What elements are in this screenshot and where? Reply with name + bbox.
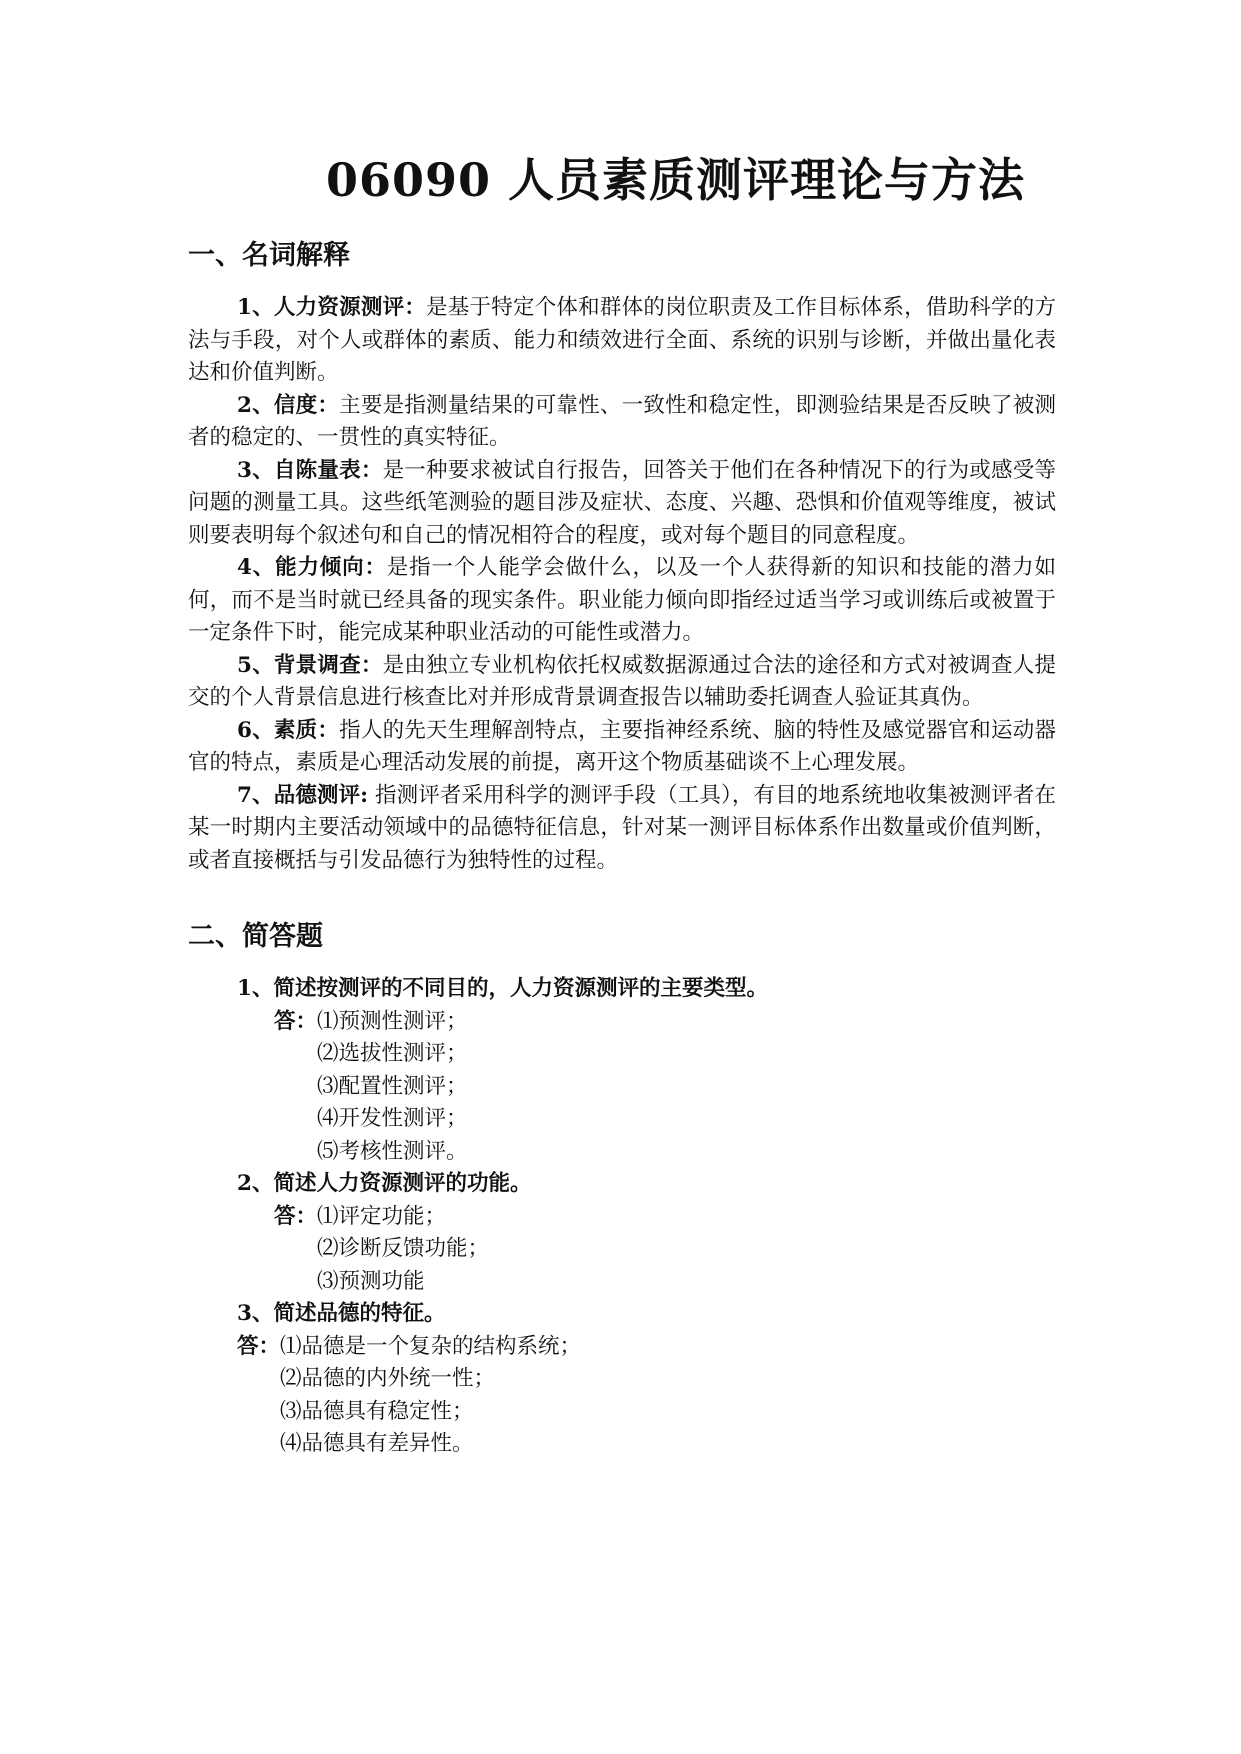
answer-label: 答： [237,1333,281,1359]
answer-item: ⑴评定功能； [317,1203,447,1229]
definition-term: 2、信度： [237,392,340,418]
answer-item: ⑵诊断反馈功能； [317,1236,490,1261]
definition-item [188,552,1056,650]
definition-text: 是指一个人能学会做什么，以及一个人获得新的知识和技能的潜力如何，而不是当时就已经具备的现实条件。职业能力倾向即指经过适当学习或训练后或被置于一定条件下时，能完成某种职业活动的可能性或潜力。 [188,555,1056,645]
answer-items [317,1006,468,1169]
definition-term: 5、背景调查： [237,652,383,678]
question-text: 3、简述品德的特征。 [237,1301,446,1326]
definition-item [188,715,1056,780]
answer-item: ⑷开发性测评； [317,1106,468,1131]
answer-block [188,1201,1056,1299]
definition-term: 3、自陈量表： [237,457,383,483]
answer-items [317,1201,489,1299]
answer-block [188,1006,1056,1169]
answer-item: ⑶配置性测评； [317,1073,468,1099]
definition-term: 1、人力资源测评： [237,295,427,320]
answer-item: ⑶品德具有稳定性； [280,1398,474,1424]
answer-item: ⑴品德是一个复杂的结构系统； [280,1333,582,1359]
section-heading-definitions: 一、名词解释 [188,240,350,271]
definition-item [188,780,1056,878]
definition-term: 6、素质： [237,717,340,743]
answer-item: ⑵品德的内外统一性； [280,1366,496,1391]
definition-text: 指人的先天生理解剖特点，主要指神经系统、脑的特性及感觉器官和运动器官的特点，素质是心理活动发展的前提，离开这个物质基础谈不上心理发展。 [188,717,1056,775]
question-text: 2、简述人力资源测评的功能。 [237,1171,532,1196]
question-block [188,973,1056,1168]
answer-items [280,1331,581,1461]
definition-text: 主要是指测量结果的可靠性、一致性和稳定性，即测验结果是否反映了被测者的稳定的、一贯性的真实特征。 [188,392,1056,450]
definition-term: 7、品德测评: [237,782,369,808]
answer-item: ⑵选拔性测评； [317,1041,468,1066]
answer-item: ⑴预测性测评； [317,1008,468,1034]
question-block [188,1168,1056,1298]
short-answer-list [188,973,1056,1461]
definition-text: 是一种要求被试自行报告，回答关于他们在各种情况下的行为或感受等问题的测量工具。这些纸笔测验的题目涉及症状、态度、兴趣、恐惧和价值观等维度，被试则要表明每个叙述句和自己的情况相符合的程度，或对每个题目的同意程度。 [188,457,1056,548]
answer-label: 答： [274,1203,318,1229]
definition-item [188,390,1056,455]
definition-term: 4、能力倾向： [237,555,387,580]
definition-item [188,455,1056,553]
question-block [188,1298,1056,1461]
answer-item: ⑶预测功能 [317,1268,425,1294]
definition-item [188,292,1056,390]
answer-item: ⑷品德具有差异性。 [280,1431,474,1456]
definitions-list [188,292,1056,877]
definition-item [188,650,1056,715]
question-text: 1、简述按测评的不同目的，人力资源测评的主要类型。 [237,976,768,1001]
answer-block [188,1331,1056,1461]
section-heading-short-answers: 二、简答题 [188,921,323,952]
answer-label: 答： [274,1008,318,1034]
definition-text: 是由独立专业机构依托权威数据源通过合法的途径和方式对被调查人提交的个人背景信息进行核查比对并形成背景调查报告以辅助委托调查人验证其真伪。 [188,652,1056,710]
document-title: 06090 人员素质测评理论与方法 [326,153,1026,207]
definition-text: 是基于特定个体和群体的岗位职责及工作目标体系，借助科学的方法与手段，对个人或群体的素质、能力和绩效进行全面、系统的识别与诊断，并做出量化表达和价值判断。 [188,295,1056,385]
answer-item: ⑸考核性测评。 [317,1138,468,1164]
definition-text: 指测评者采用科学的测评手段（工具），有目的地系统地收集被测评者在某一时期内主要活动领域中的品德特征信息，针对某一测评目标体系作出数量或价值判断，或者直接概括与引发品德行为独特性的过程。 [188,782,1056,873]
